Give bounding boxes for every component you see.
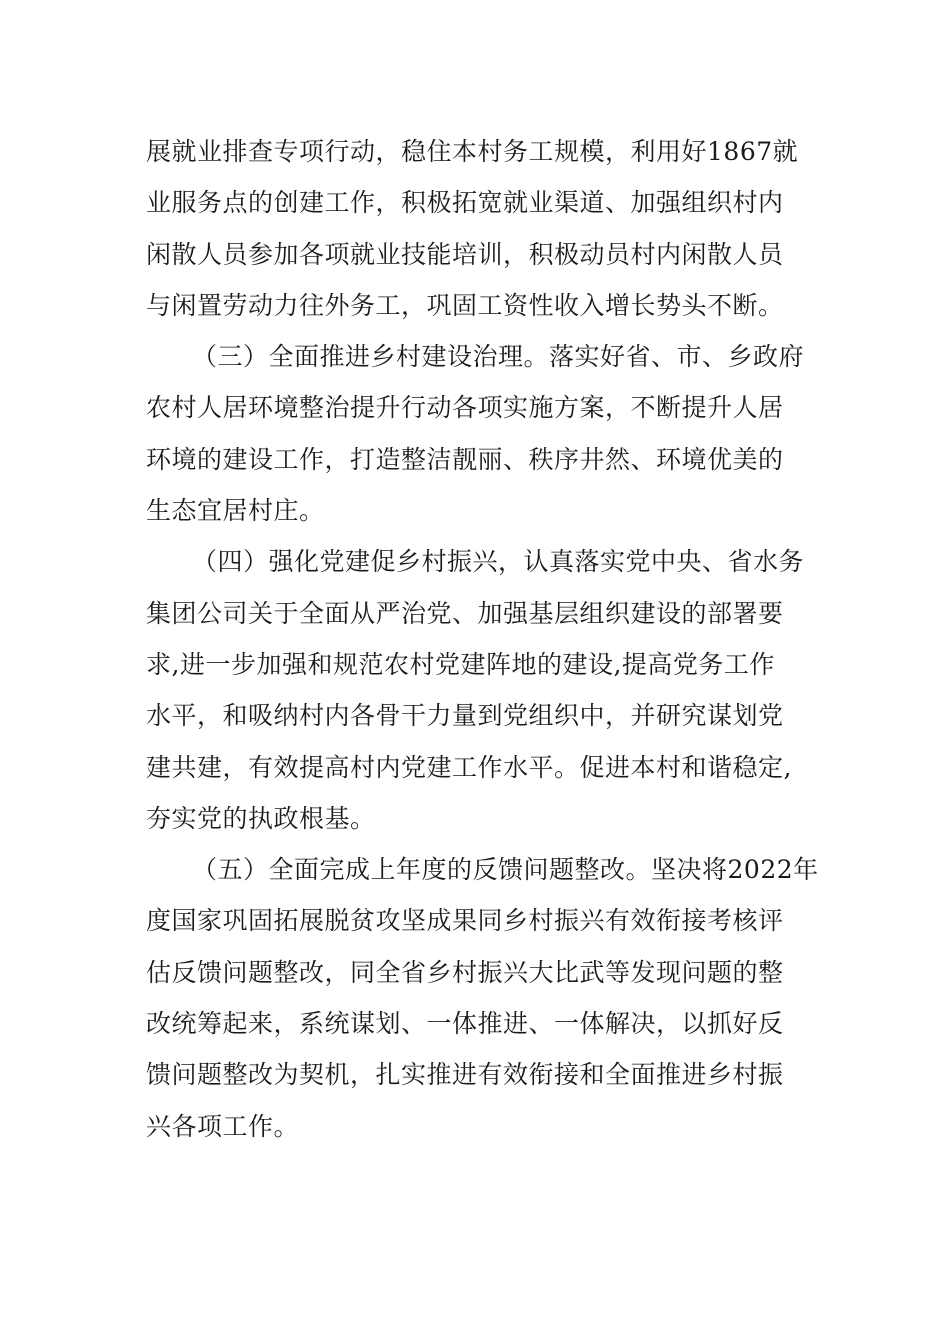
text-line: 夯实党的执政根基。	[146, 803, 376, 833]
text-line: （三）全面推进乡村建设治理。落实好省、市、乡政府	[192, 342, 805, 372]
paragraph-employment	[146, 126, 806, 331]
paragraph-section-5	[146, 844, 819, 1152]
text-line: 水平，和吸纳村内各骨干力量到党组织中，并研究谋划党	[146, 701, 784, 731]
text-line: 展就业排查专项行动，稳住本村务工规模，利用好1867就	[146, 137, 799, 166]
document-body	[146, 126, 819, 1152]
text-line: 兴各项工作。	[146, 1111, 300, 1141]
text-line: 农村人居环境整治提升行动各项实施方案，不断提升人居	[146, 393, 784, 423]
text-line: 集团公司关于全面从严治党、加强基层组织建设的部署要	[146, 598, 784, 628]
text-line: 与闲置劳动力往外务工，巩固工资性收入增长势头不断。	[146, 290, 784, 320]
text-line: 环境的建设工作，打造整洁靓丽、秩序井然、环境优美的	[146, 444, 784, 474]
paragraph-section-4	[146, 536, 806, 844]
text-line: （四）强化党建促乡村振兴，认真落实党中央、省水务	[192, 547, 805, 577]
text-line: （五）全面完成上年度的反馈问题整改。坚决将2022年	[192, 855, 819, 885]
text-line: 业服务点的创建工作，积极拓宽就业渠道、加强组织村内	[146, 188, 784, 218]
text-line: 度国家巩固拓展脱贫攻坚成果同乡村振兴有效衔接考核评	[146, 906, 784, 936]
text-line: 改统筹起来，系统谋划、一体推进、一体解决，以抓好反	[146, 1009, 784, 1039]
text-line: 生态宜居村庄。	[146, 496, 325, 526]
paragraph-section-3	[146, 331, 806, 536]
text-line: 估反馈问题整改，同全省乡村振兴大比武等发现问题的整	[146, 957, 784, 987]
text-line: 馈问题整改为契机，扎实推进有效衔接和全面推进乡村振	[146, 1060, 784, 1090]
text-line: 闲散人员参加各项就业技能培训，积极动员村内闲散人员	[146, 239, 784, 269]
text-line: 求,进一步加强和规范农村党建阵地的建设,提高党务工作	[146, 649, 775, 679]
text-line: 建共建，有效提高村内党建工作水平。促进本村和谐稳定,	[146, 752, 792, 782]
